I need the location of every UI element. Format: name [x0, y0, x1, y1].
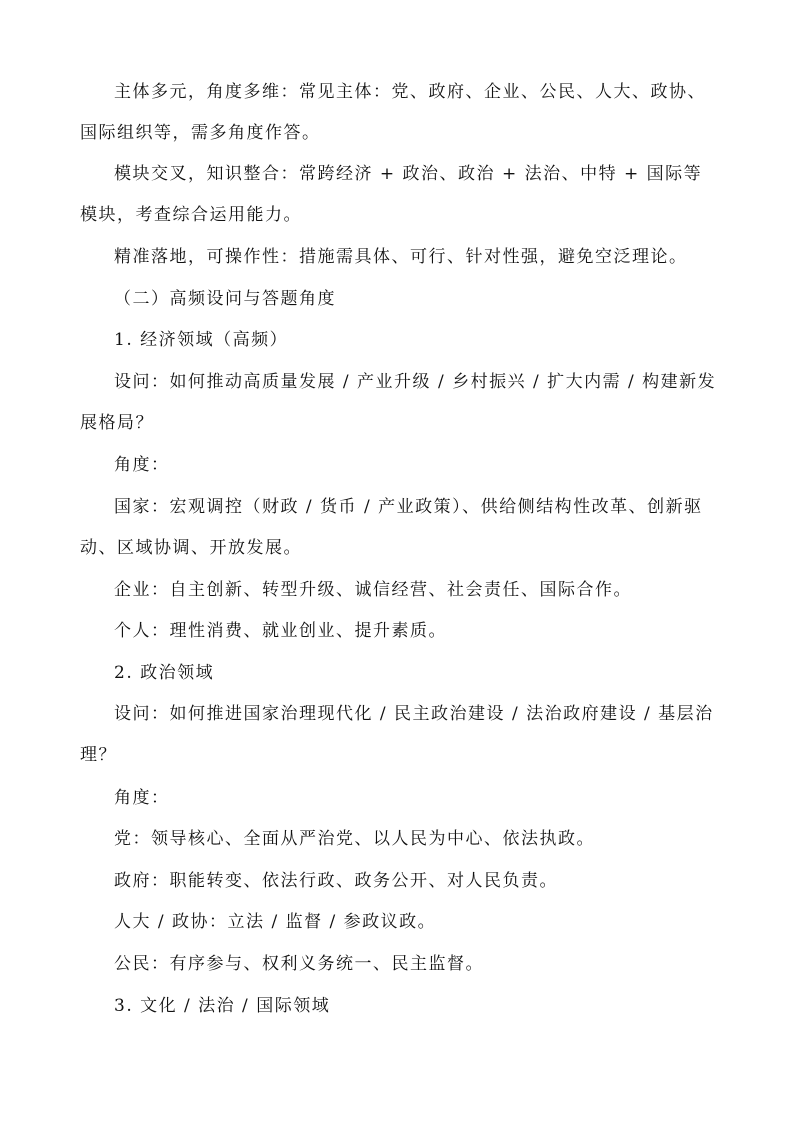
subsection-heading-culture: 3. 文化 / 法治 / 国际领域	[114, 996, 331, 1016]
paragraph-subjects: 主体多元，角度多维：常见主体：党、政府、企业、公民、人大、政协、国际组织等，需多角度作答。	[80, 82, 706, 143]
angle-label-politics: 角度：	[114, 788, 170, 808]
question-politics: 设问：如何推进国家治理现代化 / 民主政治建设 / 法治政府建设 / 基层治理？	[80, 704, 714, 765]
paragraph-precision: 精准落地，可操作性：措施需具体、可行、针对性强，避免空泛理论。	[114, 247, 688, 267]
angle-label-economy: 角度：	[114, 455, 170, 475]
paragraph-government: 政府：职能转变、依法行政、政务公开、对人民负责。	[114, 871, 558, 891]
paragraph-state: 国家：宏观调控（财政 / 货币 / 产业政策）、供给侧结构性改革、创新驱动、区域协调、开放发展。	[80, 497, 703, 558]
paragraph-npc-cppcc: 人大 / 政协：立法 / 监督 / 参政议政。	[114, 912, 437, 932]
paragraph-modules: 模块交叉，知识整合：常跨经济 + 政治、政治 + 法治、中特 + 国际等模块，考查综合运用能力。	[80, 164, 703, 225]
paragraph-citizen: 公民：有序参与、权利义务统一、民主监督。	[114, 954, 484, 974]
paragraph-party: 党：领导核心、全面从严治党、以人民为中心、依法执政。	[114, 829, 595, 849]
section-heading: （二）高频设问与答题角度	[114, 289, 336, 309]
paragraph-individual: 个人：理性消费、就业创业、提升素质。	[114, 621, 447, 641]
paragraph-enterprise: 企业：自主创新、转型升级、诚信经营、社会责任、国际合作。	[114, 580, 632, 600]
subsection-heading-economy: 1. 经济领域（高频）	[114, 330, 289, 350]
question-economy: 设问：如何推动高质量发展 / 产业升级 / 乡村振兴 / 扩大内需 / 构建新发展格局？	[80, 372, 717, 433]
subsection-heading-politics: 2. 政治领域	[114, 663, 215, 683]
